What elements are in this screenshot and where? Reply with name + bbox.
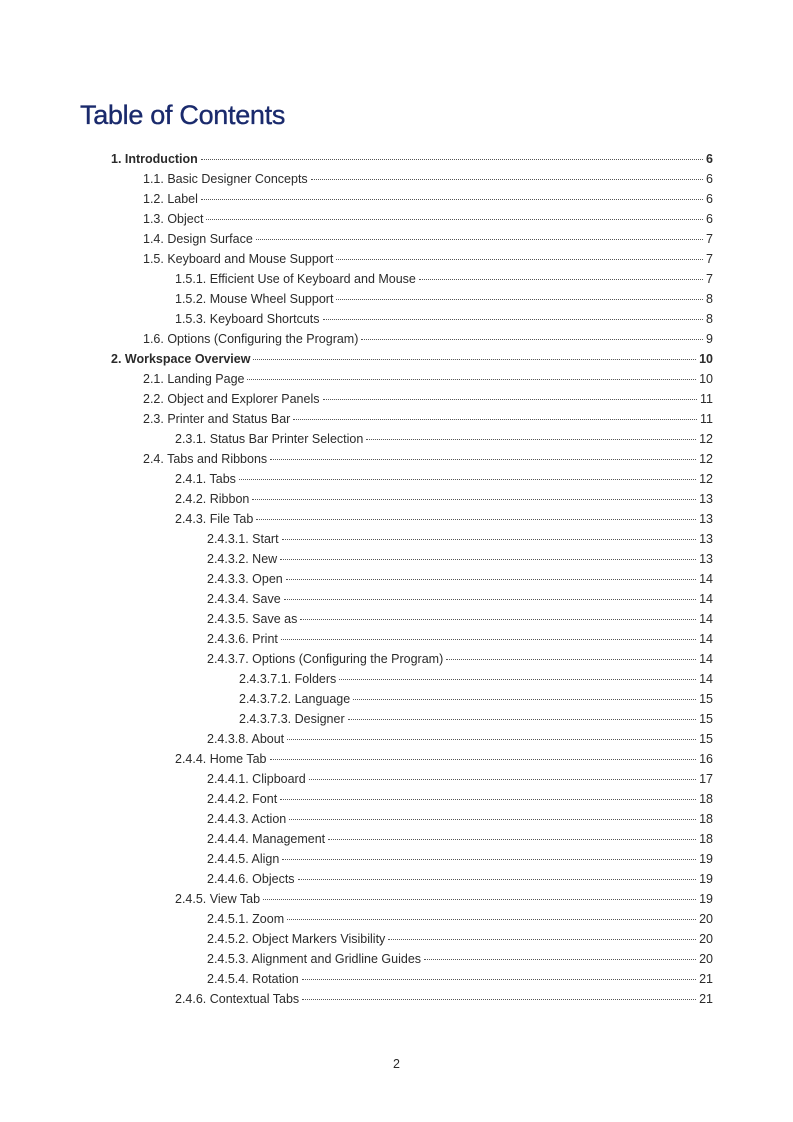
toc-entry[interactable] [0, 409, 793, 429]
toc-entry[interactable] [0, 649, 793, 669]
toc-entry[interactable] [0, 149, 793, 169]
toc-entry-page: 11 [700, 392, 713, 406]
toc-entry-page: 19 [699, 852, 713, 866]
toc-entry-page: 12 [699, 432, 713, 446]
toc-entry-title: 2.4.3.4. Save [207, 592, 281, 606]
toc-entry-page: 20 [699, 912, 713, 926]
toc-entry-page: 8 [706, 312, 713, 326]
toc-entry-page: 6 [706, 212, 713, 226]
toc-entry[interactable] [0, 229, 793, 249]
dot-leader [256, 519, 696, 520]
toc-entry-title: 2.3. Printer and Status Bar [143, 412, 291, 426]
toc-entry-page: 15 [699, 692, 713, 706]
toc-entry-title: 1. Introduction [111, 152, 198, 166]
dot-leader [281, 639, 696, 640]
toc-entry[interactable] [0, 469, 793, 489]
dot-leader [309, 779, 696, 780]
toc-entry-page: 7 [706, 252, 713, 266]
toc-entry[interactable] [0, 869, 793, 889]
toc-entry[interactable] [0, 709, 793, 729]
toc-entry[interactable] [0, 949, 793, 969]
toc-entry-title: 2.4.3.6. Print [207, 632, 278, 646]
toc-entry-title: 2.4.5.4. Rotation [207, 972, 299, 986]
toc-entry[interactable] [0, 729, 793, 749]
dot-leader [280, 559, 696, 560]
dot-leader [419, 279, 703, 280]
toc-entry[interactable] [0, 169, 793, 189]
page-number: 2 [393, 1057, 400, 1071]
dot-leader [446, 659, 696, 660]
toc-entry[interactable] [0, 369, 793, 389]
toc-entry[interactable] [0, 989, 793, 1009]
toc-entry-title: 2.4.3. File Tab [175, 512, 254, 526]
toc-entry-title: 1.5.1. Efficient Use of Keyboard and Mouse [175, 272, 416, 286]
toc-entry-title: 2.4.4.6. Objects [207, 872, 295, 886]
dot-leader [424, 959, 696, 960]
toc-entry-title: 2.4.3.8. About [207, 732, 285, 746]
dot-leader [252, 499, 696, 500]
toc-entry-page: 21 [699, 972, 713, 986]
toc-entry[interactable] [0, 889, 793, 909]
toc-entry-title: 2.4.3.7.1. Folders [239, 672, 337, 686]
toc-entry-page: 16 [699, 752, 713, 766]
toc-entry-page: 18 [699, 792, 713, 806]
toc-entry-page: 15 [699, 712, 713, 726]
dot-leader [298, 879, 697, 880]
toc-entry-title: 1.4. Design Surface [143, 232, 253, 246]
toc-entry-title: 1.5. Keyboard and Mouse Support [143, 252, 334, 266]
toc-entry-page: 6 [706, 152, 713, 166]
toc-entry-title: 2.4.2. Ribbon [175, 492, 250, 506]
toc-entry-page: 8 [706, 292, 713, 306]
toc-entry[interactable] [0, 429, 793, 449]
toc-entry-title: 2.4.3.7. Options (Configuring the Program) [207, 652, 444, 666]
toc-entry[interactable] [0, 549, 793, 569]
toc-entry-page: 20 [699, 952, 713, 966]
toc-entry-page: 20 [699, 932, 713, 946]
toc-entry-page: 17 [699, 772, 713, 786]
dot-leader [284, 599, 696, 600]
toc-entry-page: 14 [699, 672, 713, 686]
toc-entry[interactable] [0, 249, 793, 269]
toc-entry[interactable] [0, 269, 793, 289]
dot-leader [388, 939, 696, 940]
toc-entry-title: 1.1. Basic Designer Concepts [143, 172, 308, 186]
dot-leader [287, 919, 696, 920]
toc-entry[interactable] [0, 689, 793, 709]
toc-entry-page: 10 [699, 352, 713, 366]
dot-leader [348, 719, 696, 720]
dot-leader [239, 479, 696, 480]
dot-leader [302, 999, 696, 1000]
toc-entry-page: 13 [699, 492, 713, 506]
dot-leader [201, 199, 703, 200]
toc-entry-page: 15 [699, 732, 713, 746]
toc-entry[interactable] [0, 609, 793, 629]
toc-entry-title: 2.4.3.3. Open [207, 572, 283, 586]
dot-leader [323, 399, 698, 400]
toc-entry-title: 2. Workspace Overview [111, 352, 251, 366]
toc-entry[interactable] [0, 969, 793, 989]
dot-leader [270, 459, 696, 460]
dot-leader [311, 179, 703, 180]
toc-entry-title: 2.4.5.1. Zoom [207, 912, 285, 926]
toc-entry-page: 12 [699, 472, 713, 486]
dot-leader [353, 699, 696, 700]
toc-list [0, 149, 793, 1009]
dot-leader [270, 759, 697, 760]
toc-entry-title: 1.6. Options (Configuring the Program) [143, 332, 359, 346]
dot-leader [366, 439, 696, 440]
toc-entry-page: 14 [699, 652, 713, 666]
toc-entry-title: 2.3.1. Status Bar Printer Selection [175, 432, 364, 446]
toc-entry-title: 1.3. Object [143, 212, 204, 226]
toc-entry-title: 2.4.1. Tabs [175, 472, 236, 486]
toc-entry-title: 2.1. Landing Page [143, 372, 245, 386]
toc-entry[interactable] [0, 749, 793, 769]
toc-entry-page: 9 [706, 332, 713, 346]
toc-entry-title: 2.4.3.1. Start [207, 532, 279, 546]
dot-leader [253, 359, 696, 360]
dot-leader [256, 239, 703, 240]
toc-entry-page: 18 [699, 832, 713, 846]
dot-leader [289, 819, 696, 820]
dot-leader [336, 299, 703, 300]
toc-entry-page: 13 [699, 512, 713, 526]
dot-leader [280, 799, 696, 800]
toc-entry[interactable] [0, 769, 793, 789]
dot-leader [286, 579, 696, 580]
toc-entry[interactable] [0, 189, 793, 209]
toc-entry-title: 2.4.5.2. Object Markers Visibility [207, 932, 386, 946]
toc-entry-page: 14 [699, 592, 713, 606]
toc-entry[interactable] [0, 289, 793, 309]
dot-leader [287, 739, 696, 740]
toc-entry-page: 6 [706, 192, 713, 206]
toc-entry-page: 14 [699, 572, 713, 586]
dot-leader [293, 419, 697, 420]
dot-leader [328, 839, 696, 840]
dot-leader [323, 319, 704, 320]
toc-entry[interactable] [0, 349, 793, 369]
toc-entry[interactable] [0, 449, 793, 469]
toc-entry-title: 2.4.3.7.3. Designer [239, 712, 345, 726]
toc-entry[interactable] [0, 909, 793, 929]
toc-entry[interactable] [0, 489, 793, 509]
toc-entry-page: 7 [706, 272, 713, 286]
toc-entry[interactable] [0, 669, 793, 689]
page-title: Table of Contents [80, 100, 286, 130]
toc-entry-page: 13 [699, 532, 713, 546]
toc-entry[interactable] [0, 209, 793, 229]
dot-leader [206, 219, 703, 220]
toc-entry-title: 2.4.5.3. Alignment and Gridline Guides [207, 952, 422, 966]
dot-leader [282, 859, 696, 860]
toc-entry-title: 2.4.6. Contextual Tabs [175, 992, 300, 1006]
toc-entry-page: 7 [706, 232, 713, 246]
toc-entry-page: 21 [699, 992, 713, 1006]
toc-entry-page: 18 [699, 812, 713, 826]
toc-entry-page: 13 [699, 552, 713, 566]
toc-entry[interactable] [0, 569, 793, 589]
toc-entry-page: 19 [699, 892, 713, 906]
toc-entry[interactable] [0, 789, 793, 809]
toc-entry-page: 14 [699, 612, 713, 626]
dot-leader [247, 379, 696, 380]
toc-entry-page: 19 [699, 872, 713, 886]
toc-entry[interactable] [0, 509, 793, 529]
toc-entry-title: 2.4.4.5. Align [207, 852, 280, 866]
toc-entry-title: 2.4.4.3. Action [207, 812, 287, 826]
toc-entry-title: 1.5.3. Keyboard Shortcuts [175, 312, 320, 326]
toc-entry-title: 2.4.3.2. New [207, 552, 278, 566]
toc-entry[interactable] [0, 849, 793, 869]
toc-entry[interactable] [0, 629, 793, 649]
dot-leader [361, 339, 703, 340]
toc-entry-page: 10 [699, 372, 713, 386]
toc-entry-page: 6 [706, 172, 713, 186]
dot-leader [339, 679, 696, 680]
toc-entry-title: 2.4.4.2. Font [207, 792, 278, 806]
dot-leader [300, 619, 696, 620]
toc-entry[interactable] [0, 309, 793, 329]
toc-entry-title: 2.4.5. View Tab [175, 892, 261, 906]
toc-entry-title: 2.4.3.7.2. Language [239, 692, 351, 706]
dot-leader [263, 899, 696, 900]
toc-entry-title: 2.4.3.5. Save as [207, 612, 298, 626]
toc-entry-page: 12 [699, 452, 713, 466]
toc-entry[interactable] [0, 529, 793, 549]
toc-entry[interactable] [0, 389, 793, 409]
toc-entry[interactable] [0, 829, 793, 849]
toc-entry[interactable] [0, 929, 793, 949]
toc-entry-page: 14 [699, 632, 713, 646]
dot-leader [336, 259, 703, 260]
toc-entry[interactable] [0, 589, 793, 609]
toc-entry-page: 11 [700, 412, 713, 426]
toc-entry[interactable] [0, 809, 793, 829]
toc-entry[interactable] [0, 329, 793, 349]
toc-entry-title: 1.5.2. Mouse Wheel Support [175, 292, 334, 306]
dot-leader [201, 159, 703, 160]
toc-entry-title: 2.2. Object and Explorer Panels [143, 392, 320, 406]
toc-entry-title: 2.4.4. Home Tab [175, 752, 267, 766]
dot-leader [282, 539, 697, 540]
toc-entry-title: 2.4.4.4. Management [207, 832, 326, 846]
dot-leader [302, 979, 696, 980]
toc-entry-title: 2.4. Tabs and Ribbons [143, 452, 268, 466]
toc-entry-title: 1.2. Label [143, 192, 198, 206]
toc-entry-title: 2.4.4.1. Clipboard [207, 772, 306, 786]
